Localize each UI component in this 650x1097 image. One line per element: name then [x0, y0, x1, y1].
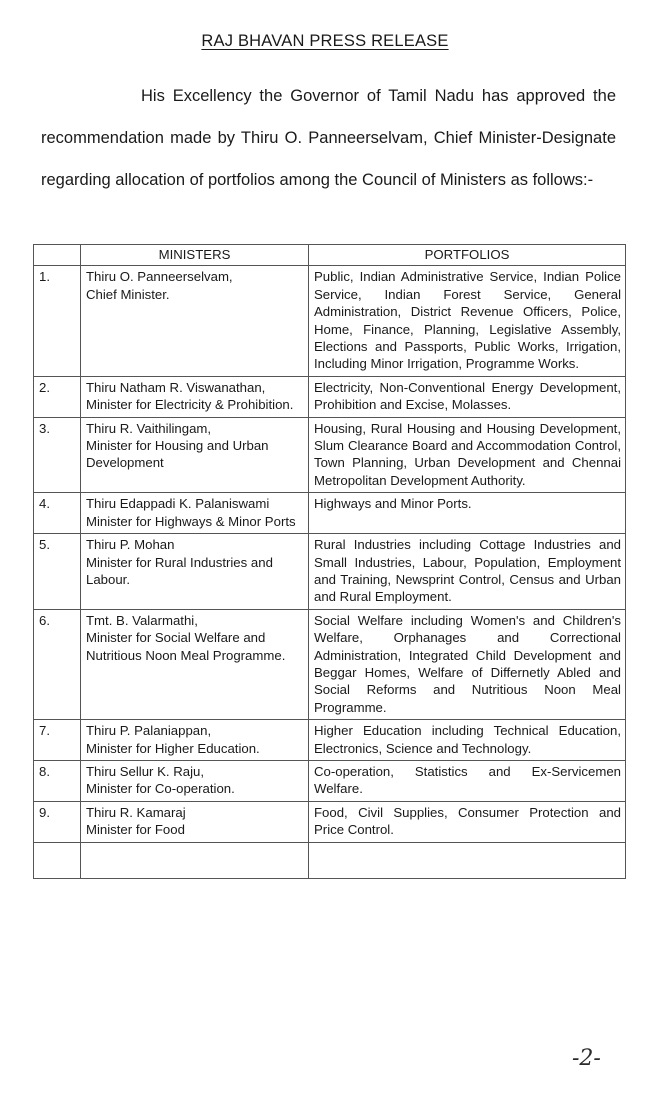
table-header-row [34, 245, 626, 266]
table-row-2 [34, 376, 626, 417]
minister-designation: Minister for Housing and Urban Development [86, 438, 269, 471]
page-number: -2- [572, 1046, 601, 1071]
portfolio-cell: Rural Industries including Cottage Industries and Small Industries, Labour, Population, Employment and Training, Newsprint Control, Census and Urban and Rural Employment. [309, 534, 626, 610]
intro-paragraph: His Excellency the Governor of Tamil Nadu has approved the recommendation made by Thiru O. Panneerselvam, Chief Minister-Designate regarding allocation of portfolios among the Council of Ministers as follows:- [41, 87, 616, 189]
portfolio-cell: Social Welfare including Women's and Children's Welfare, Orphanages and Correctional Administration, Integrated Child Development and Beggar Homes, Welfare of Differnetly Abled and Social Reforms and Nutritious Noon Meal Programme. [309, 609, 626, 719]
portfolio-cell: Public, Indian Administrative Service, Indian Police Service, Indian Forest Service, General Administration, District Revenue Officers, Police, Home, Finance, Planning, Legislative Assembly, Elections and Passports, Public Works, Irrigation, Including Minor Irrigation, Programme Works. [309, 266, 626, 376]
table-row-5 [34, 534, 626, 610]
row-number: 4. [34, 493, 81, 534]
row-number: 2. [34, 376, 81, 417]
minister-cell [81, 376, 309, 417]
minister-cell [81, 266, 309, 376]
row-number: 1. [34, 266, 81, 376]
minister-cell [81, 760, 309, 801]
header-ministers: MINISTERS [81, 245, 309, 266]
minister-designation: Minister for Food [86, 822, 185, 838]
filler-cell [309, 842, 626, 878]
minister-designation: Minister for Electricity & Prohibition. [86, 397, 294, 413]
table-row-9 [34, 801, 626, 842]
minister-cell [81, 720, 309, 761]
row-number: 9. [34, 801, 81, 842]
minister-cell [81, 801, 309, 842]
minister-name: Thiru Edappadi K. Palaniswami [86, 496, 270, 512]
minister-name: Thiru P. Palaniappan, [86, 723, 212, 739]
minister-designation: Minister for Co-operation. [86, 781, 235, 797]
table-row-3 [34, 417, 626, 493]
portfolio-table [33, 244, 626, 879]
minister-name: Thiru Sellur K. Raju, [86, 763, 204, 779]
header-number [34, 245, 81, 266]
minister-name: Thiru R. Kamaraj [86, 804, 186, 820]
press-release-title: RAJ BHAVAN PRESS RELEASE [201, 32, 449, 50]
minister-cell [81, 609, 309, 719]
minister-cell [81, 493, 309, 534]
row-number: 3. [34, 417, 81, 493]
minister-cell [81, 534, 309, 610]
minister-designation: Minister for Rural Industries and Labour. [86, 554, 273, 587]
table-row-4 [34, 493, 626, 534]
row-number: 7. [34, 720, 81, 761]
portfolio-cell: Co-operation, Statistics and Ex-Servicemen Welfare. [309, 760, 626, 801]
table-filler-row [34, 842, 626, 878]
minister-name: Tmt. B. Valarmathi, [86, 612, 198, 628]
portfolio-cell: Housing, Rural Housing and Housing Development, Slum Clearance Board and Accommodation Control, Town Planning, Urban Development and Chennai Metropolitan Development Authority. [309, 417, 626, 493]
minister-designation: Chief Minister. [86, 286, 170, 302]
portfolio-cell: Highways and Minor Ports. [309, 493, 626, 534]
minister-designation: Minister for Higher Education. [86, 740, 260, 756]
header-portfolios: PORTFOLIOS [309, 245, 626, 266]
minister-name: Thiru R. Vaithilingam, [86, 420, 212, 436]
row-number: 6. [34, 609, 81, 719]
minister-name: Thiru O. Panneerselvam, [86, 269, 233, 285]
minister-name: Thiru Natham R. Viswanathan, [86, 379, 266, 395]
table-row-6 [34, 609, 626, 719]
filler-cell [34, 842, 81, 878]
minister-name: Thiru P. Mohan [86, 537, 175, 553]
filler-cell [81, 842, 309, 878]
table-row-7 [34, 720, 626, 761]
table-row-1 [34, 266, 626, 376]
row-number: 8. [34, 760, 81, 801]
portfolio-cell: Food, Civil Supplies, Consumer Protection and Price Control. [309, 801, 626, 842]
portfolio-cell: Higher Education including Technical Education, Electronics, Science and Technology. [309, 720, 626, 761]
minister-cell [81, 417, 309, 493]
table-row-8 [34, 760, 626, 801]
minister-designation: Minister for Highways & Minor Ports [86, 513, 296, 529]
portfolio-cell: Electricity, Non-Conventional Energy Development, Prohibition and Excise, Molasses. [309, 376, 626, 417]
row-number: 5. [34, 534, 81, 610]
minister-designation: Minister for Social Welfare and Nutritious Noon Meal Programme. [86, 630, 286, 663]
